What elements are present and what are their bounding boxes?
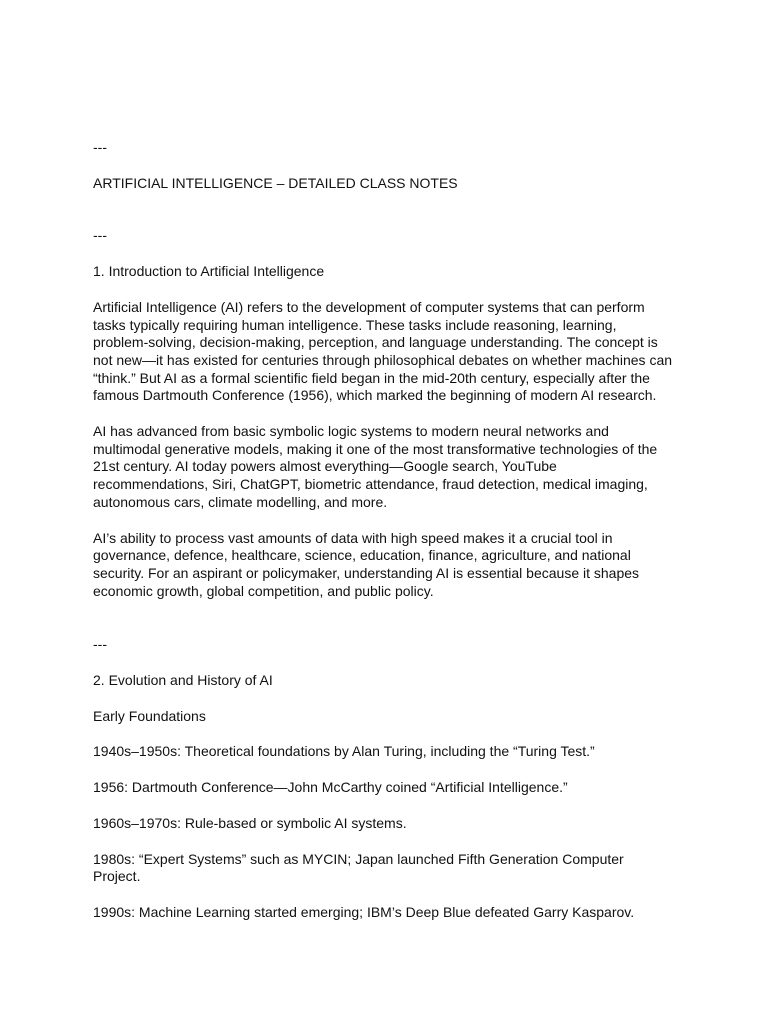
timeline-item: 1990s: Machine Learning started emerging; IBM’s Deep Blue defeated Garry Kasparov. (93, 903, 635, 920)
paragraph: AI’s ability to process vast amounts of data with high speed makes it a crucial tool in governance, defence, healthcare, science, education, finance, agriculture, and national security. For an aspirant or policymaker, understanding AI is essential because it shapes economic growth, global competition, and public policy. (93, 529, 643, 599)
separator: --- (93, 139, 107, 155)
timeline-item: 1940s–1950s: Theoretical foundations by Alan Turing, including the “Turing Test.” (93, 743, 595, 760)
section-heading-evolution: 2. Evolution and History of AI (93, 672, 273, 689)
paragraph: Artificial Intelligence (AI) refers to the development of computer systems that can perform tasks typically requiring human intelligence. These tasks include reasoning, learning, problem-solving, decision-making, perception, and language understanding. The concept is not new—it has existed for centuries through philosophical debates on whether machines can “think.” But AI as a formal scientific field began in the mid-20th century, especially after the famous Dartmouth Conference (1956), which marked the beginning of modern AI research. (93, 298, 676, 404)
document-title: ARTIFICIAL INTELLIGENCE – DETAILED CLASS NOTES (93, 174, 458, 191)
separator: --- (93, 227, 107, 244)
separator: --- (93, 636, 107, 653)
subheading-early-foundations: Early Foundations (93, 707, 206, 724)
document-body (93, 139, 676, 922)
timeline-item: 1960s–1970s: Rule-based or symbolic AI systems. (93, 814, 407, 831)
timeline-item: 1956: Dartmouth Conference—John McCarthy coined “Artificial Intelligence.” (93, 779, 568, 796)
paragraph: AI has advanced from basic symbolic logic systems to modern neural networks and multimodal generative models, making it one of the most transformative technologies of the 21st century. AI today powers almost everything—Google search, YouTube recommendations, Siri, ChatGPT, biometric attendance, fraud detection, medical imaging, autonomous cars, climate modelling, and more. (93, 423, 662, 510)
timeline-item: 1980s: “Expert Systems” such as MYCIN; Japan launched Fifth Generation Computer Project. (93, 850, 628, 885)
section-heading-introduction: 1. Introduction to Artificial Intelligence (93, 263, 325, 280)
